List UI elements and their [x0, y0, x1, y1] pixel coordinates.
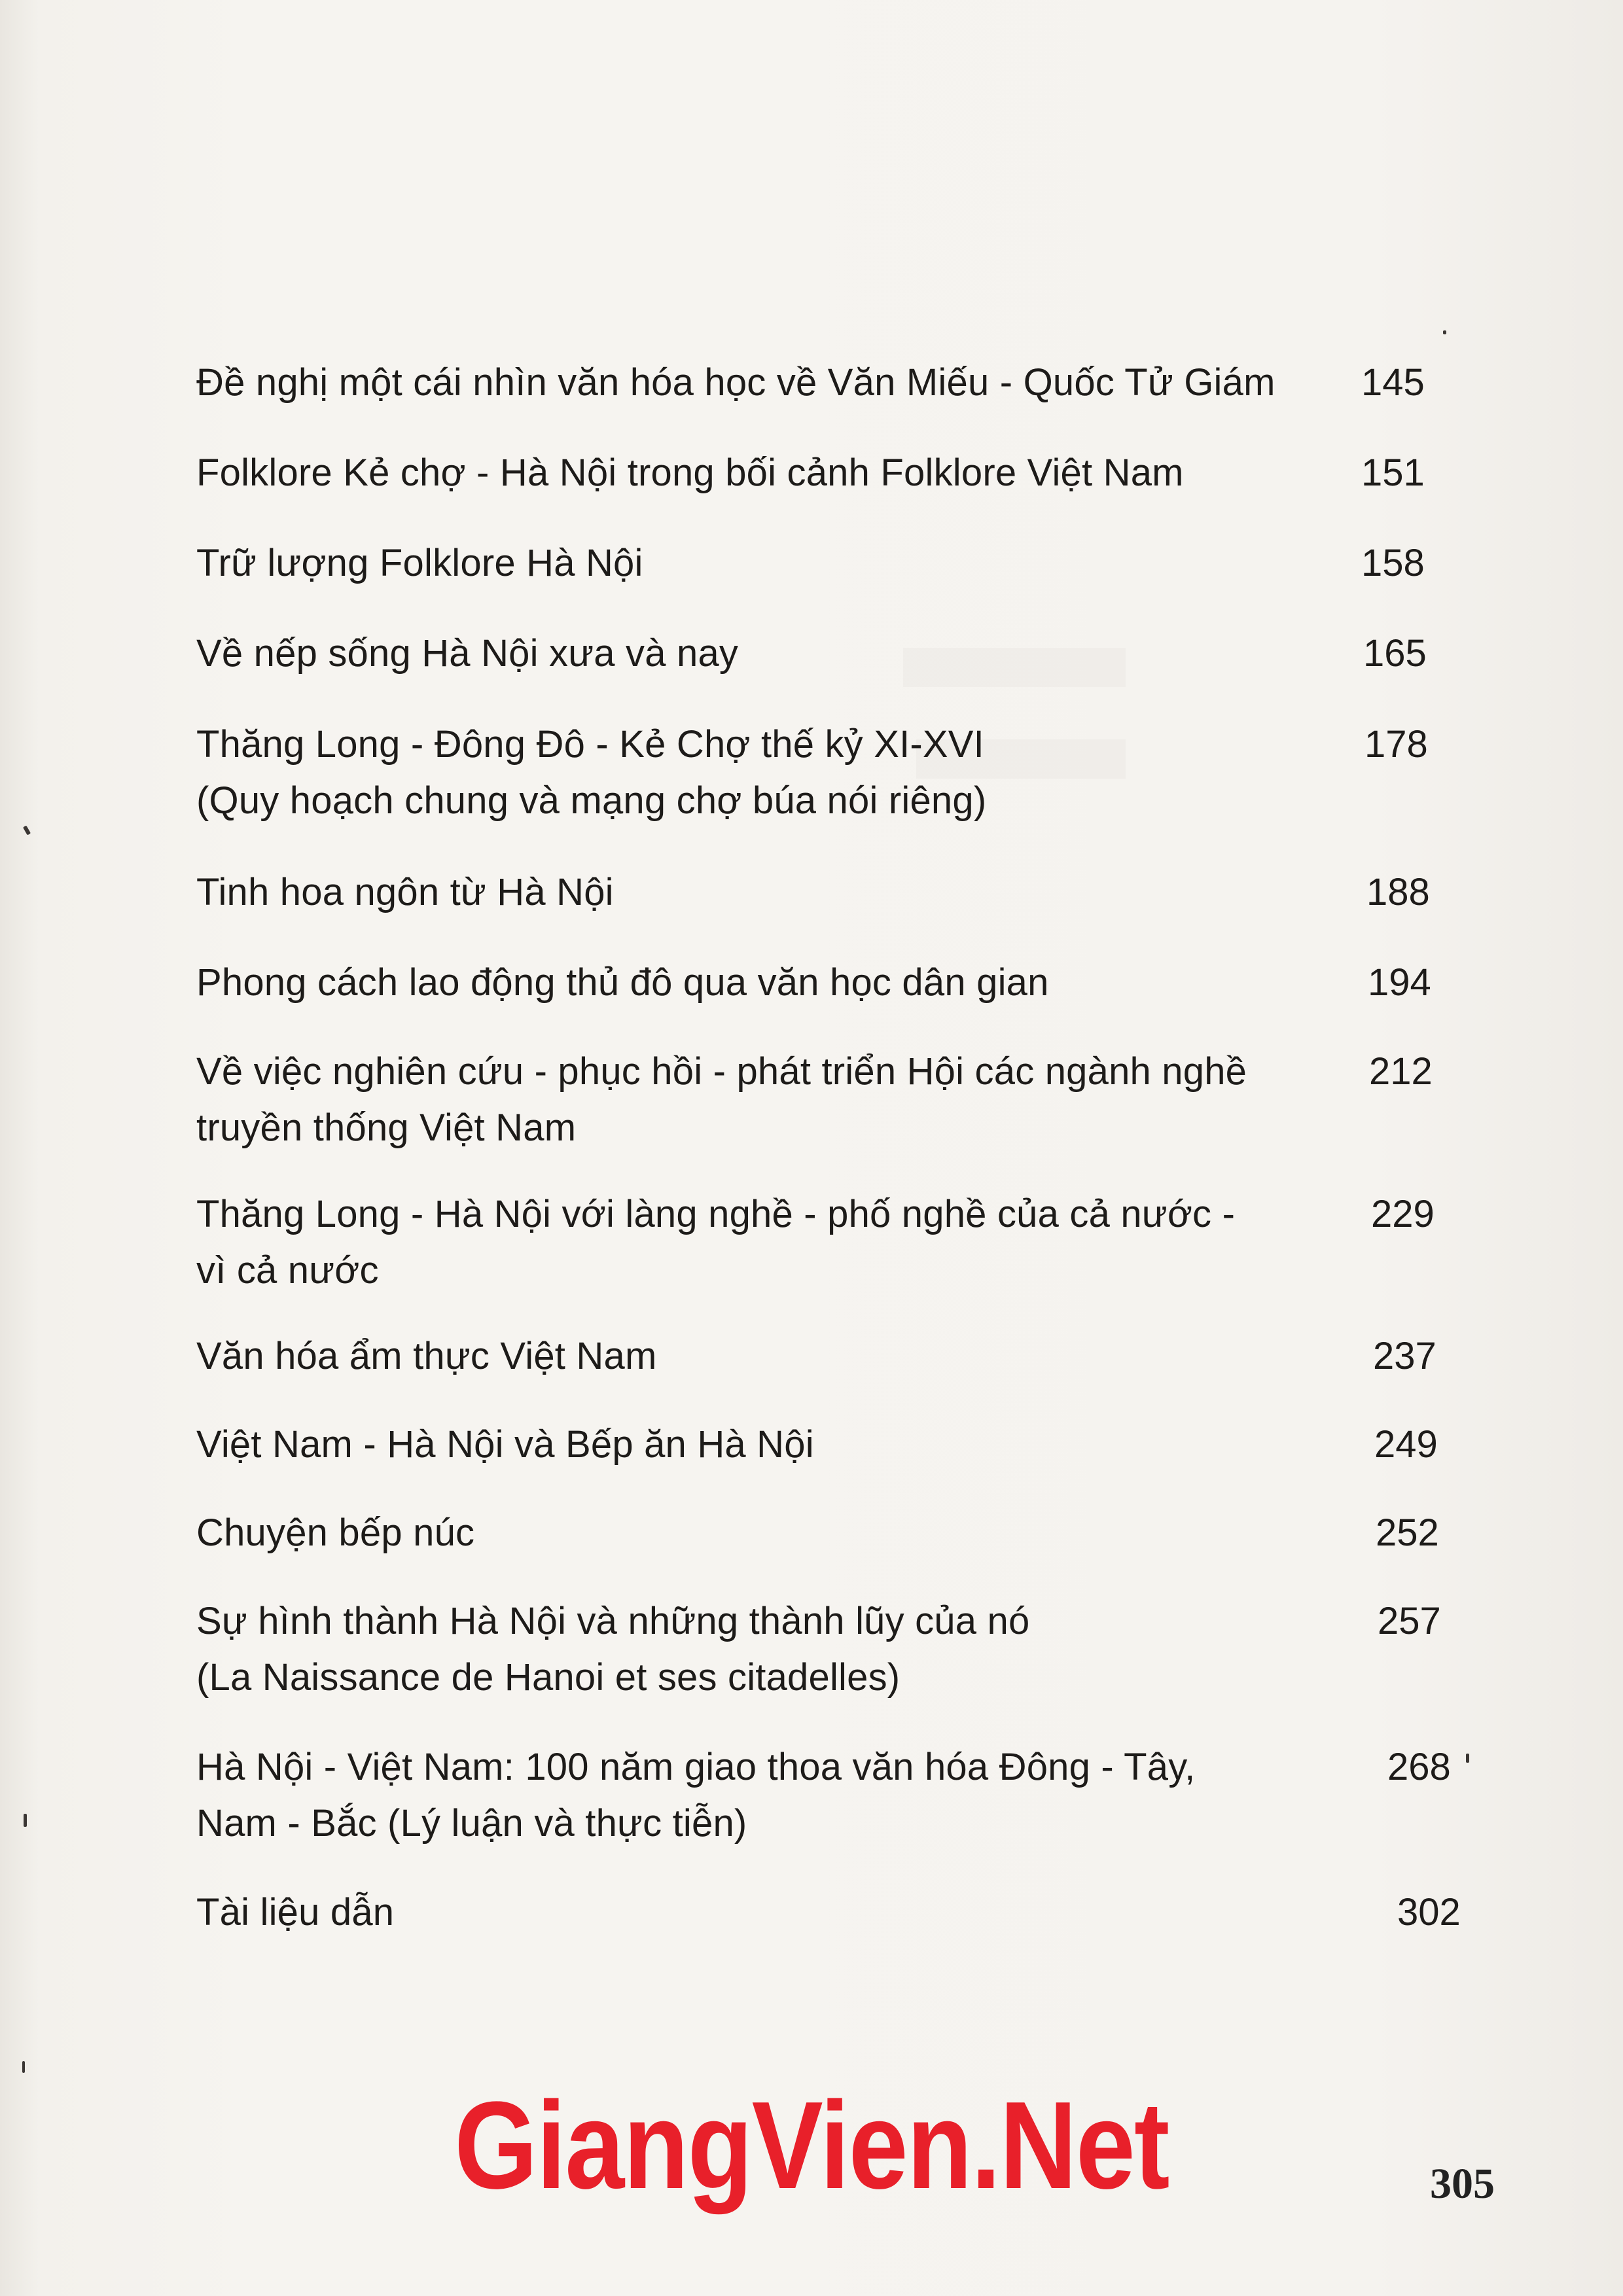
toc-entry-title: [196, 955, 1296, 1011]
toc-entry-title-line: Nam - Bắc (Lý luận và thực tiễn): [196, 1802, 747, 1845]
toc-entry-title-line: Văn hóa ẩm thực Việt Nam: [196, 1335, 657, 1377]
margin-speck: [22, 2061, 25, 2073]
toc-entry-page-number: 302: [1397, 1891, 1461, 1934]
page-number: 305: [1430, 2160, 1495, 2208]
watermark-text: GiangVien.Net: [454, 2076, 1169, 2215]
toc-entry[interactable]: [196, 1884, 1461, 2002]
toc-entry-title-line: Về việc nghiên cứu - phục hồi - phát triển Hội các ngành nghề: [196, 1050, 1247, 1093]
toc-entry-title-line: Trữ lượng Folklore Hà Nội: [196, 542, 643, 584]
toc-entry-title: [196, 1417, 1296, 1473]
toc-entry-page-number: 237: [1373, 1335, 1436, 1377]
toc-entry-page-number: 257: [1378, 1600, 1441, 1642]
toc-entry-title-line: (Quy hoạch chung và mạng chợ búa nói riêng): [196, 779, 987, 822]
toc-entry-page-number: 158: [1361, 542, 1425, 584]
toc-entry-page-number: 194: [1368, 961, 1431, 1004]
toc-entry-page-number: 229: [1371, 1193, 1435, 1235]
toc-entry-title-line: Folklore Kẻ chợ - Hà Nội trong bối cảnh Folklore Việt Nam: [196, 451, 1184, 494]
toc-entry-page-number: 252: [1376, 1511, 1439, 1554]
toc-entry-title-line: Sự hình thành Hà Nội và những thành lũy của nó: [196, 1600, 1030, 1642]
toc-entry-title-line: Thăng Long - Đông Đô - Kẻ Chợ thế kỷ XI-XVI: [196, 723, 985, 766]
toc-entry-title: [196, 1884, 1296, 1941]
toc-entry[interactable]: [196, 1044, 1440, 1161]
toc-entry-title-line: truyền thống Việt Nam: [196, 1106, 577, 1149]
toc-entry-page-number: 165: [1363, 632, 1427, 675]
toc-entry-title-line: Hà Nội - Việt Nam: 100 năm giao thoa văn hóa Đông - Tây,: [196, 1746, 1196, 1788]
toc-entry-page-number: 145: [1361, 361, 1425, 404]
toc-entry-title-line: Việt Nam - Hà Nội và Bếp ăn Hà Nội: [196, 1423, 814, 1466]
toc-entry-title: [196, 626, 1296, 682]
toc-entry-title-line: (La Naissance de Hanoi et ses citadelles): [196, 1656, 901, 1699]
toc-entry-title: [196, 355, 1296, 411]
toc-entry-title: [196, 864, 1296, 921]
toc-entry-title: [196, 1044, 1296, 1156]
toc-entry[interactable]: [196, 1186, 1440, 1304]
toc-entry-title-line: Đề nghị một cái nhìn văn hóa học về Văn Miếu - Quốc Tử Giám: [196, 361, 1275, 404]
toc-entry-title: [196, 1505, 1296, 1561]
toc-entry-title: [196, 1186, 1296, 1299]
toc-entry-title: [196, 1593, 1296, 1706]
toc-entry-title-line: vì cả nước: [196, 1249, 379, 1292]
toc-entry-title-line: Về nếp sống Hà Nội xưa và nay: [196, 632, 739, 675]
toc-entry-title-line: Tài liệu dẫn: [196, 1891, 395, 1934]
toc-entry-page-number: 188: [1366, 871, 1430, 913]
toc-entry-page-number: 249: [1374, 1423, 1438, 1466]
toc-entry[interactable]: [196, 1593, 1440, 1711]
toc-entry-title: [196, 1328, 1296, 1385]
toc-entry[interactable]: [196, 716, 1440, 834]
toc-entry-title: [196, 1739, 1296, 1852]
toc-entry-title: [196, 445, 1296, 501]
toc-entry-title-line: Phong cách lao động thủ đô qua văn học dân gian: [196, 961, 1049, 1004]
margin-speck: [1443, 330, 1446, 334]
margin-speck: [23, 825, 31, 835]
toc-entry-title-line: Chuyện bếp núc: [196, 1511, 475, 1554]
toc-entry-page-number: 178: [1364, 723, 1428, 766]
toc-entry-title-line: Thăng Long - Hà Nội với làng nghề - phố nghề của cả nước -: [196, 1193, 1236, 1235]
toc-entry-page-number: 212: [1369, 1050, 1433, 1093]
toc-entry-title-line: Tinh hoa ngôn từ Hà Nội: [196, 871, 614, 913]
margin-speck: [24, 1814, 27, 1827]
toc-entry-title: [196, 716, 1296, 829]
toc-entry[interactable]: [196, 1739, 1451, 1857]
toc-entry-page-number: 151: [1361, 451, 1425, 494]
toc-entry-title: [196, 535, 1296, 592]
toc-entry-page-number: 268: [1387, 1746, 1451, 1788]
